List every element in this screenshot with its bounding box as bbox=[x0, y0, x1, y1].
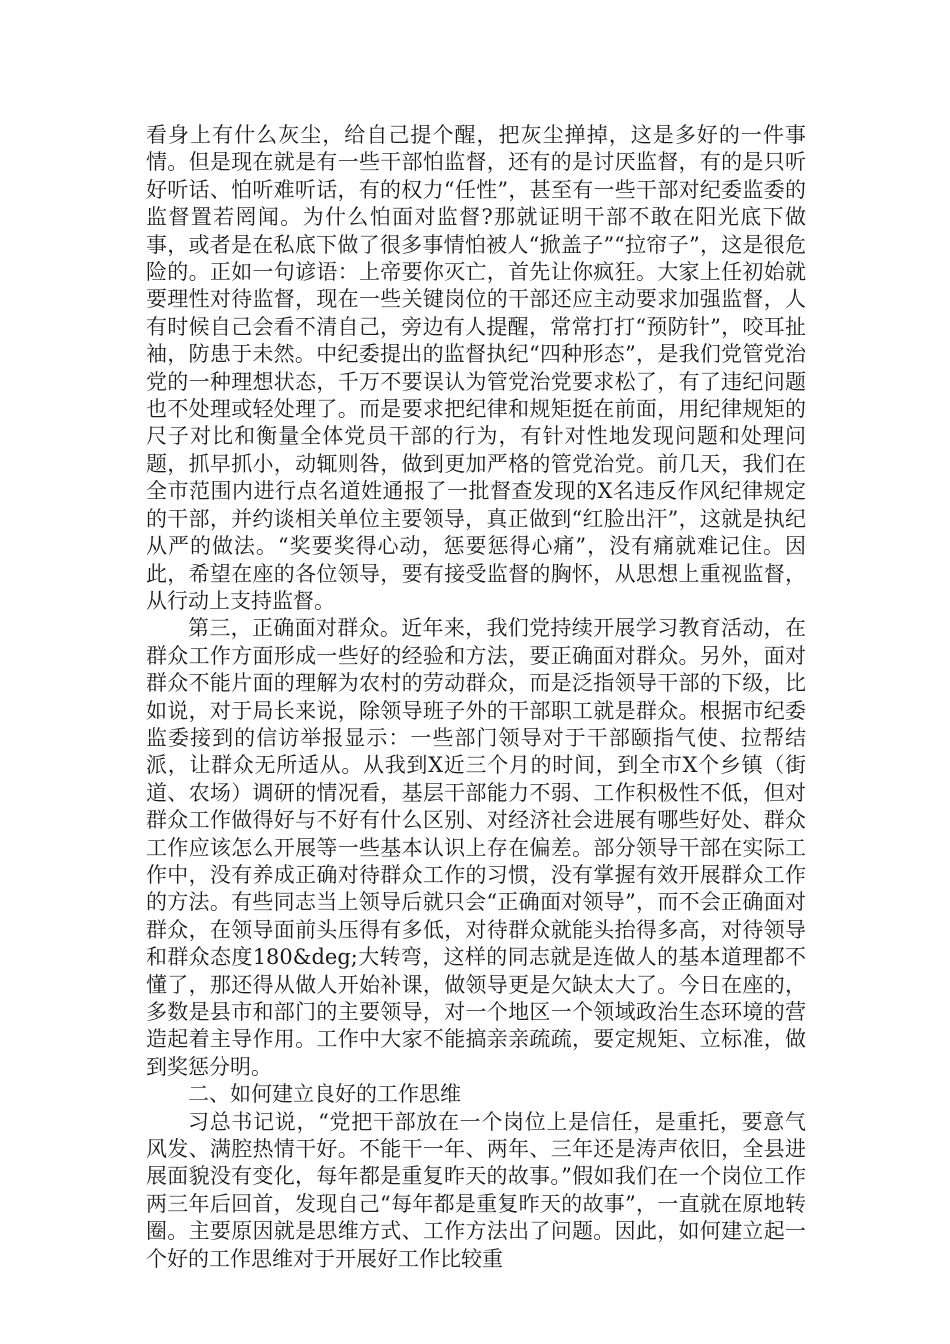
paragraph-supervision: 看身上有什么灰尘，给自己提个醒，把灰尘掸掉，这是多好的一件事情。但是现在就是有一些干部怕监督，还有的是讨厌监督，有的是只听好听话、怕听难听话，有的权力“任性”，甚至有一些干部对纪委监委的监督置若罔闻。为什么怕面对监督?那就证明干部不敢在阳光底下做事，或者是在私底下做了很多事情怕被人“掀盖子”“拉帘子”，这是很危险的。正如一句谚语：上帝要你灭亡，首先让你疯狂。大家上任初始就要理性对待监督，现在一些关键岗位的干部还应主动要求加强监督，人有时候自己会看不清自己，旁边有人提醒，常常打打“预防针”，咬耳扯袖，防患于未然。中纪委提出的监督执纪“四种形态”，是我们党管党治党的一种理想状态，千万不要误认为管党治党要求松了，有了违纪问题也不处理或轻处理了。而是要求把纪律和规矩挺在前面，用纪律规矩的尺子对比和衡量全体党员干部的行为，有针对性地发现问题和处理问题，抓早抓小，动辄则咎，做到更加严格的管党治党。前几天，我们在全市范围内进行点名道姓通报了一批督查发现的X名违反作风纪律规定的干部，并约谈相关单位主要领导，真正做到“红脸出汗”，这就是执纪从严的做法。“奖要奖得心动，惩要惩得心痛”，没有痛就难记住。因此，希望在座的各位领导，要有接受监督的胸怀，从思想上重视监督，从行动上支持监督。 bbox=[146, 123, 806, 613]
paragraph-work-thinking: 习总书记说，“党把干部放在一个岗位上是信任，是重托，要意气风发、满腔热情干好。不能干一年、两年、三年还是涛声依旧，全县进展面貌没有变化，每年都是重复昨天的故事。”假如我们在一个岗位工作两三年后回首，发现自己“每年都是重复昨天的故事”，一直就在原地转圈。主要原因就是思维方式、工作方法出了问题。因此，如何建立起一个好的工作思维对于开展好工作比较重 bbox=[146, 1109, 806, 1271]
section-heading: 二、如何建立良好的工作思维 bbox=[188, 1082, 461, 1107]
paragraph-facing-masses: 第三，正确面对群众。近年来，我们党持续开展学习教育活动，在群众工作方面形成一些好的经验和方法，要正确面对群众。另外，面对群众不能片面的理解为农村的劳动群众，而是泛指领导干部的下级，比如说，对于局长来说，除领导班子外的干部职工就是群众。根据市纪委监委接到的信访举报显示：一些部门领导对于干部颐指气使、拉帮结派，让群众无所适从。从我到X近三个月的时间，到全市X个乡镇（街道、农场）调研的情况看，基层干部能力不弱、工作积极性不低，但对群众工作做得好与不好有什么区别、对经济社会进展有哪些好处、群众工作应该怎么开展等一些基本认识上存在偏差。部分领导干部在实际工作中，没有养成正确对待群众工作的习惯，没有掌握有效开展群众工作的方法。有些同志当上领导后就只会“正确面对领导”，而不会正确面对群众，在领导面前头压得有多低，对待群众就能头抬得多高，对待领导和群众态度180&deg;大转弯，这样的同志就是连做人的基本道理都不懂了，那还得从做人开始补课，做领导更是欠缺太大了。今日在座的，多数是县市和部门的主要领导，对一个地区一个领域政治生态环境的营造起着主导作用。工作中大家不能搞亲亲疏疏，要定规矩、立标准，做到奖惩分明。 bbox=[146, 616, 806, 1079]
document-body bbox=[146, 122, 806, 1273]
